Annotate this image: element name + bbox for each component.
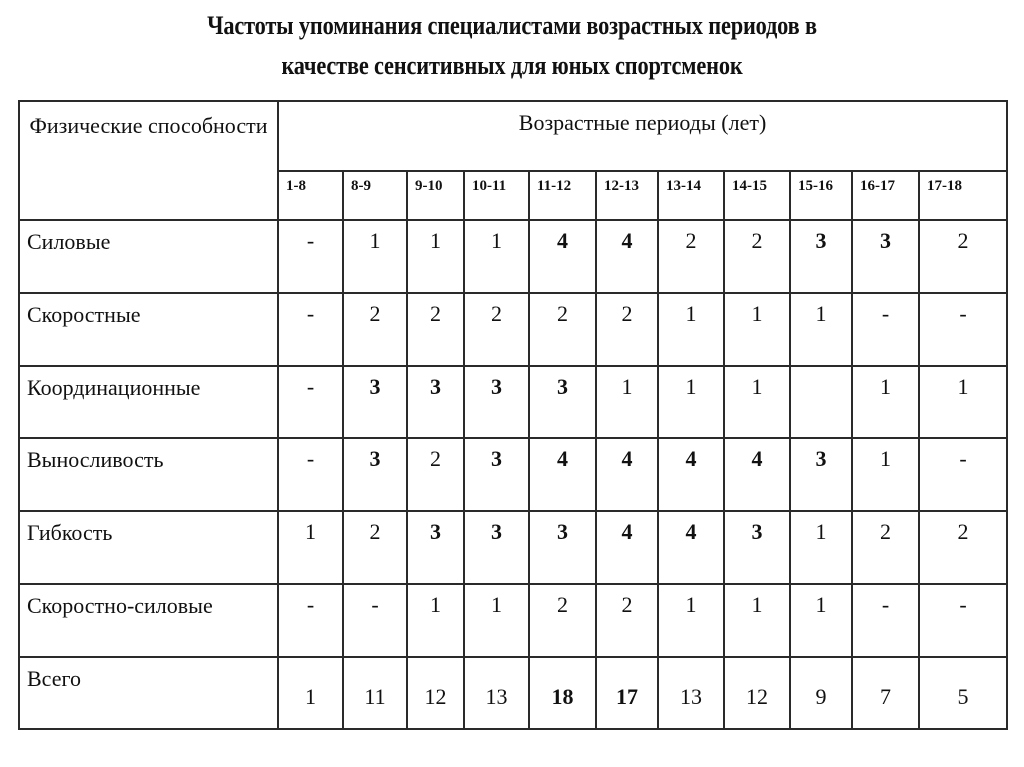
- value-cell: 1: [919, 366, 1007, 438]
- value-cell: 2: [464, 293, 529, 366]
- value-cell: 1: [596, 366, 658, 438]
- value-cell: 1: [658, 366, 724, 438]
- value-cell: 1: [724, 293, 790, 366]
- value-cell: 4: [529, 220, 596, 293]
- value-cell: -: [278, 293, 343, 366]
- value-cell: 17: [596, 657, 658, 729]
- value-cell: 1: [343, 220, 407, 293]
- value-cell: 12: [724, 657, 790, 729]
- value-cell: 3: [464, 511, 529, 584]
- row-label: Гибкость: [19, 511, 278, 584]
- value-cell: 1: [790, 584, 852, 657]
- period-header: 17-18: [919, 171, 1007, 220]
- value-cell: 1: [278, 511, 343, 584]
- period-header: 15-16: [790, 171, 852, 220]
- period-header: 14-15: [724, 171, 790, 220]
- value-cell: 2: [724, 220, 790, 293]
- value-cell: -: [852, 293, 919, 366]
- table-row: [19, 438, 1007, 511]
- row-label: Координационные: [19, 366, 278, 438]
- value-cell: 12: [407, 657, 464, 729]
- period-header: 8-9: [343, 171, 407, 220]
- value-cell: 2: [529, 584, 596, 657]
- table-row: [19, 584, 1007, 657]
- period-header: 12-13: [596, 171, 658, 220]
- value-cell: 2: [852, 511, 919, 584]
- value-cell: -: [278, 366, 343, 438]
- value-cell: -: [343, 584, 407, 657]
- value-cell: -: [919, 584, 1007, 657]
- value-cell: 1: [790, 511, 852, 584]
- value-cell: -: [278, 220, 343, 293]
- period-header: 1-8: [278, 171, 343, 220]
- value-cell: 18: [529, 657, 596, 729]
- header-age-periods: Возрастные периоды (лет): [278, 101, 1007, 171]
- row-label: Всего: [19, 657, 278, 729]
- value-cell: 3: [343, 366, 407, 438]
- value-cell: 2: [919, 511, 1007, 584]
- value-cell: 1: [278, 657, 343, 729]
- value-cell: 4: [596, 511, 658, 584]
- value-cell: 3: [464, 438, 529, 511]
- value-cell: 2: [596, 293, 658, 366]
- value-cell: 2: [529, 293, 596, 366]
- period-header: 11-12: [529, 171, 596, 220]
- value-cell: 1: [464, 220, 529, 293]
- value-cell: -: [919, 438, 1007, 511]
- value-cell: 4: [596, 438, 658, 511]
- value-cell: 1: [464, 584, 529, 657]
- value-cell: 3: [529, 511, 596, 584]
- value-cell: 1: [407, 584, 464, 657]
- value-cell: 1: [852, 366, 919, 438]
- value-cell: 3: [464, 366, 529, 438]
- title-line-2: качестве сенситивных для юных спортсменок: [281, 51, 743, 80]
- header-row: [19, 101, 1007, 171]
- value-cell: 2: [343, 511, 407, 584]
- value-cell: 11: [343, 657, 407, 729]
- period-header: 13-14: [658, 171, 724, 220]
- value-cell: 2: [596, 584, 658, 657]
- period-header: 16-17: [852, 171, 919, 220]
- page-title: [72, 6, 953, 86]
- value-cell: 13: [464, 657, 529, 729]
- table-row: [19, 511, 1007, 584]
- row-label: Силовые: [19, 220, 278, 293]
- table-row: [19, 293, 1007, 366]
- value-cell: 4: [724, 438, 790, 511]
- row-label: Скоростно-силовые: [19, 584, 278, 657]
- value-cell: 9: [790, 657, 852, 729]
- value-cell: -: [278, 438, 343, 511]
- row-label: Выносливость: [19, 438, 278, 511]
- period-header: 9-10: [407, 171, 464, 220]
- sensitive-periods-table: [18, 100, 1008, 730]
- value-cell: 7: [852, 657, 919, 729]
- period-header: 10-11: [464, 171, 529, 220]
- value-cell: 13: [658, 657, 724, 729]
- value-cell: 1: [852, 438, 919, 511]
- title-line-1: Частоты упоминания специалистами возрастных периодов в: [207, 11, 817, 40]
- value-cell: 3: [407, 366, 464, 438]
- value-cell: -: [278, 584, 343, 657]
- value-cell: -: [919, 293, 1007, 366]
- value-cell: 1: [658, 584, 724, 657]
- value-cell: 1: [658, 293, 724, 366]
- value-cell: 4: [529, 438, 596, 511]
- value-cell: 4: [596, 220, 658, 293]
- value-cell: -: [852, 584, 919, 657]
- value-cell: 3: [529, 366, 596, 438]
- value-cell: 2: [407, 293, 464, 366]
- value-cell: 1: [724, 584, 790, 657]
- header-physical-abilities: Физические способности: [19, 101, 278, 220]
- total-row: [19, 657, 1007, 729]
- value-cell: 1: [407, 220, 464, 293]
- value-cell: 3: [852, 220, 919, 293]
- value-cell: 3: [790, 438, 852, 511]
- value-cell: 5: [919, 657, 1007, 729]
- table-row: [19, 220, 1007, 293]
- value-cell: 2: [919, 220, 1007, 293]
- row-label: Скоростные: [19, 293, 278, 366]
- value-cell: 3: [343, 438, 407, 511]
- value-cell: 2: [343, 293, 407, 366]
- value-cell: 3: [724, 511, 790, 584]
- value-cell: 4: [658, 511, 724, 584]
- value-cell: 4: [658, 438, 724, 511]
- value-cell: 1: [724, 366, 790, 438]
- value-cell: 3: [407, 511, 464, 584]
- table-row: [19, 366, 1007, 438]
- value-cell: 2: [407, 438, 464, 511]
- value-cell: 3: [790, 220, 852, 293]
- value-cell: [790, 366, 852, 438]
- value-cell: 2: [658, 220, 724, 293]
- value-cell: 1: [790, 293, 852, 366]
